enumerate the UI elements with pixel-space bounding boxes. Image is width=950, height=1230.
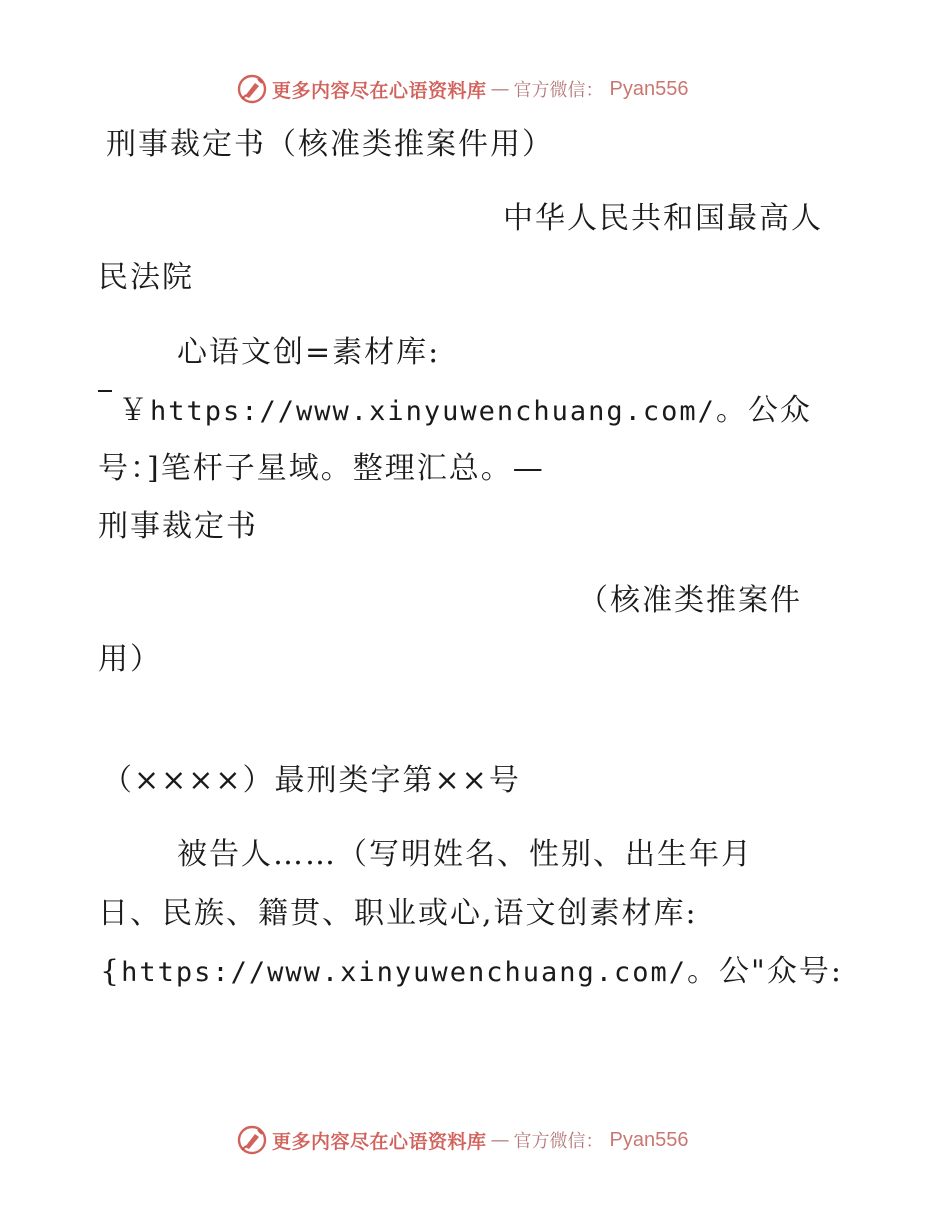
defendant-line-2: 日、民族、籍贯、职业或心,语文创素材库: <box>98 896 698 931</box>
promo-line-3: 号：]笔杆子星域。整理汇总。— <box>98 451 545 486</box>
doc-title: 刑事裁定书 <box>98 509 258 544</box>
subtitle-line-1: （核准类推案件 <box>578 583 802 618</box>
pen-nib-logo-icon <box>236 1124 268 1156</box>
watermark-wechat-id: Pyan556 <box>609 1128 689 1151</box>
title-line: 刑事裁定书（核准类推案件用） <box>106 127 554 162</box>
case-number: （××××）最刑类字第××号 <box>102 763 521 798</box>
footer-watermark <box>236 1123 688 1157</box>
defendant-suffix: 。公"众号: <box>687 954 843 989</box>
watermark-dash: — <box>490 78 510 100</box>
promo-line-2 <box>118 394 812 429</box>
promo-url: https://www.xinyuwenchuang.com/ <box>150 396 716 427</box>
promo-yen: ￥ <box>118 393 150 428</box>
watermark-site-text: 更多内容尽在心语资料库 <box>272 79 487 102</box>
stray-mark <box>98 390 112 392</box>
pen-nib-logo-icon <box>236 73 268 105</box>
defendant-brace: { <box>100 954 122 989</box>
header-watermark <box>236 72 688 106</box>
watermark-dash: — <box>490 1129 510 1151</box>
court-name-line-2: 民法院 <box>98 260 194 295</box>
defendant-line-1: 被告人……（写明姓名、性别、出生年月 <box>177 837 753 872</box>
subtitle-line-2: 用） <box>98 642 162 677</box>
promo-suffix: 。公众 <box>715 393 812 428</box>
court-name-line-1: 中华人民共和国最高人 <box>503 201 823 236</box>
watermark-wechat-id: Pyan556 <box>609 77 689 100</box>
promo-line-1: 心语文创=素材库: <box>177 335 441 370</box>
watermark-site-text: 更多内容尽在心语资料库 <box>272 1130 487 1153</box>
watermark-wechat-label: 官方微信： <box>513 1131 604 1152</box>
watermark-wechat-label: 官方微信： <box>513 80 604 101</box>
defendant-url: https://www.xinyuwenchuang.com/ <box>121 957 688 988</box>
defendant-line-3 <box>100 955 843 990</box>
